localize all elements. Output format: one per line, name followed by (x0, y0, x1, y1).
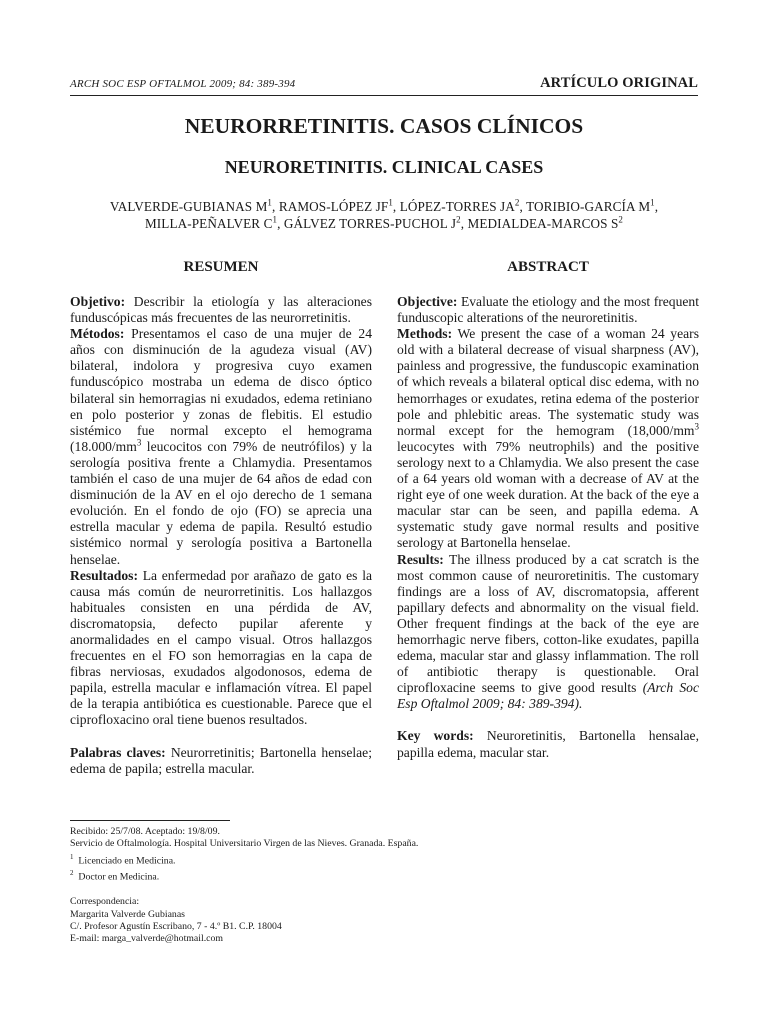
abstract-body (397, 294, 699, 712)
affiliation-service: Servicio de Oftalmología. Hospital Universitario Virgen de las Nieves. Granada. España. (70, 838, 419, 850)
affiliation-mark: 2 (456, 214, 461, 225)
title-spanish: NEURORRETINITIS. CASOS CLÍNICOS (184, 114, 584, 138)
footnote-text: Doctor en Medicina. (73, 871, 160, 883)
objective-text: Evaluate the etiology and the most frequent funduscopic alterations of the neuroretinitis. (397, 294, 699, 326)
superscript: 3 (694, 421, 699, 432)
footnote-2 (70, 867, 690, 884)
results-label: Results: (397, 551, 444, 567)
affiliation-mark: 2 (618, 214, 624, 225)
correspondence-label: Correspondencia: (70, 896, 140, 908)
correspondence-email: E-mail: marga_valverde@hotmail.com (70, 933, 224, 945)
author-name: , GÁLVEZ TORRES-PUCHOL J (277, 216, 457, 231)
keywords-label: Palabras claves: (70, 744, 166, 760)
metodos-label: Métodos: (70, 326, 125, 342)
footnote-mark: 1 (70, 852, 74, 861)
affiliation-mark: 1 (267, 197, 273, 208)
palabras-claves (70, 745, 372, 777)
author-name: , RAMOS-LÓPEZ JF (272, 199, 389, 214)
correspondence-name: Margarita Valverde Gubianas (70, 908, 185, 920)
resultados-text: La enfermedad por arañazo de gato es la causa más común de neurorretinitis. Los hallazgos habituales consisten en una pérdida de AV, discromatopsia, defecto pupilar aferente y anormalidades en el campo visual. Otros hallazgos frecuentes en el FO son hemorragias en la capa de fibras nerviosas, exudados algodonosos, edema de papila, estrella macular e inflamación vítrea. El papel de la terapia antibiótica es cuestionable. Parece que el ciprofloxacino oral tiene buenos resultados. (70, 567, 372, 728)
objetivo-label: Objetivo: (70, 294, 126, 309)
spacer (70, 884, 690, 896)
author-name: , MEDIALDEA-MARCOS S (460, 216, 619, 231)
objetivo-text: Describir la etiología y las alteraciones funduscópicas más frecuentes de las neurorretinitis. (70, 294, 372, 326)
footnote-mark: 2 (70, 869, 74, 878)
methods-text: We present the case of a woman 24 years old with a bilateral decrease of visual sharpness (AV), painless and progressive, the funduscopic examination of which reveals a bilateral optical disc edema, with no hemorrhages or exudates, retina edema of the posterior pole and phlebitic areas. The systematic study was normal except for the hemogram (18,000/mm (397, 326, 699, 438)
author-name: MILLA-PEÑALVER C (144, 216, 273, 231)
author-name: , TORIBIO-GARCÍA M (519, 199, 651, 214)
title-english: NEURORETINITIS. CLINICAL CASES (224, 157, 544, 177)
affiliation-mark: 2 (514, 197, 520, 208)
citation: (Arch Soc Esp Oftalmol 2009; 84: 389-394). (397, 680, 699, 712)
superscript: 3 (136, 437, 142, 448)
affiliation-mark: 1 (650, 197, 655, 208)
objective-label: Objective: (397, 294, 458, 309)
keywords-label: Key words: (397, 728, 474, 744)
resumen-heading: RESUMEN (183, 259, 259, 275)
results-text: The illness produced by a cat scratch is the most common cause of neuroretinitis. The customary findings are a loss of AV, discromatopsia, afferent papillary defects and abnormality on the visual field. Other frequent findings at the back of the eye are hemorrhagic nerve fibers, cotton-like exudates, papilla edema, macular star and glassy inflammation. The roll of antibiotic therapy is questionable. Oral ciprofloxacine seems to give good results (397, 551, 699, 696)
keywords-text: Neurorretinitis; Bartonella henselae; edema de papila; estrella macular. (70, 744, 372, 776)
journal-reference: ARCH SOC ESP OFTALMOL 2009; 84: 389-394 (70, 78, 296, 90)
footnotes (70, 826, 690, 946)
footnote-divider (70, 820, 230, 821)
author-list (70, 198, 698, 232)
resultados-label: Resultados: (70, 567, 138, 583)
footnote-1 (70, 851, 690, 868)
affiliation-mark: 1 (388, 197, 393, 208)
resumen-column (70, 259, 372, 777)
resumen-body (70, 294, 372, 729)
metodos-text: Presentamos el caso de una mujer de 24 años con disminución de la agudeza visual (AV) bilateral, indolora y progresiva cuyo examen funduscópico mostraba un edema de disco óptico bilateral sin hemorragias ni exudados, edema retiniano en polo posterior y zonas de flebitis. El estudio sistémico fue normal excepto el hemograma (18.000/mm (70, 326, 372, 454)
received-dates: Recibido: 25/7/08. Aceptado: 19/8/09. (70, 826, 220, 837)
abstract-column (397, 259, 699, 761)
key-words (397, 728, 699, 760)
author-name: VALVERDE-GUBIANAS M (109, 199, 268, 214)
correspondence-address: C/. Profesor Agustín Escribano, 7 - 4.º B1. C.P. 18004 (70, 920, 282, 932)
footnote-text: Licenciado en Medicina. (73, 855, 176, 867)
author-separator: , (654, 199, 659, 214)
methods-text-cont: leucocytes with 79% neutrophils) and the positive serology next to a Chlamydia. We also present the case of a 64 years old woman with a decrease of AV at the right eye of one week duration. At the back of the eye a macular star can be seen, and papilla edema. A systematic study gave normal results and positive serology at Bartonella henselae. (397, 438, 699, 551)
methods-label: Methods: (397, 326, 453, 342)
running-head (70, 75, 698, 96)
keywords-text: Neuroretinitis, Bartonella hensalae, papilla edema, macular star. (397, 728, 699, 760)
author-name: , LÓPEZ-TORRES JA (392, 199, 515, 214)
metodos-text-cont: leucocitos con 79% de neutrófilos) y la serología positiva frente a Chlamydia. Presentamos también el caso de una mujer de 64 años de edad con disminución de la AV en el ojo derecho de 1 semana evolución. En el fondo de ojo (FO) se aprecia una estrella macular y edema de papila. Resultó estudio sistémico normal y serología positiva a Bartonella henselae. (70, 438, 372, 567)
affiliation-mark: 1 (272, 214, 278, 225)
article-type-label: ARTÍCULO ORIGINAL (540, 75, 698, 91)
abstract-heading: ABSTRACT (507, 259, 589, 275)
